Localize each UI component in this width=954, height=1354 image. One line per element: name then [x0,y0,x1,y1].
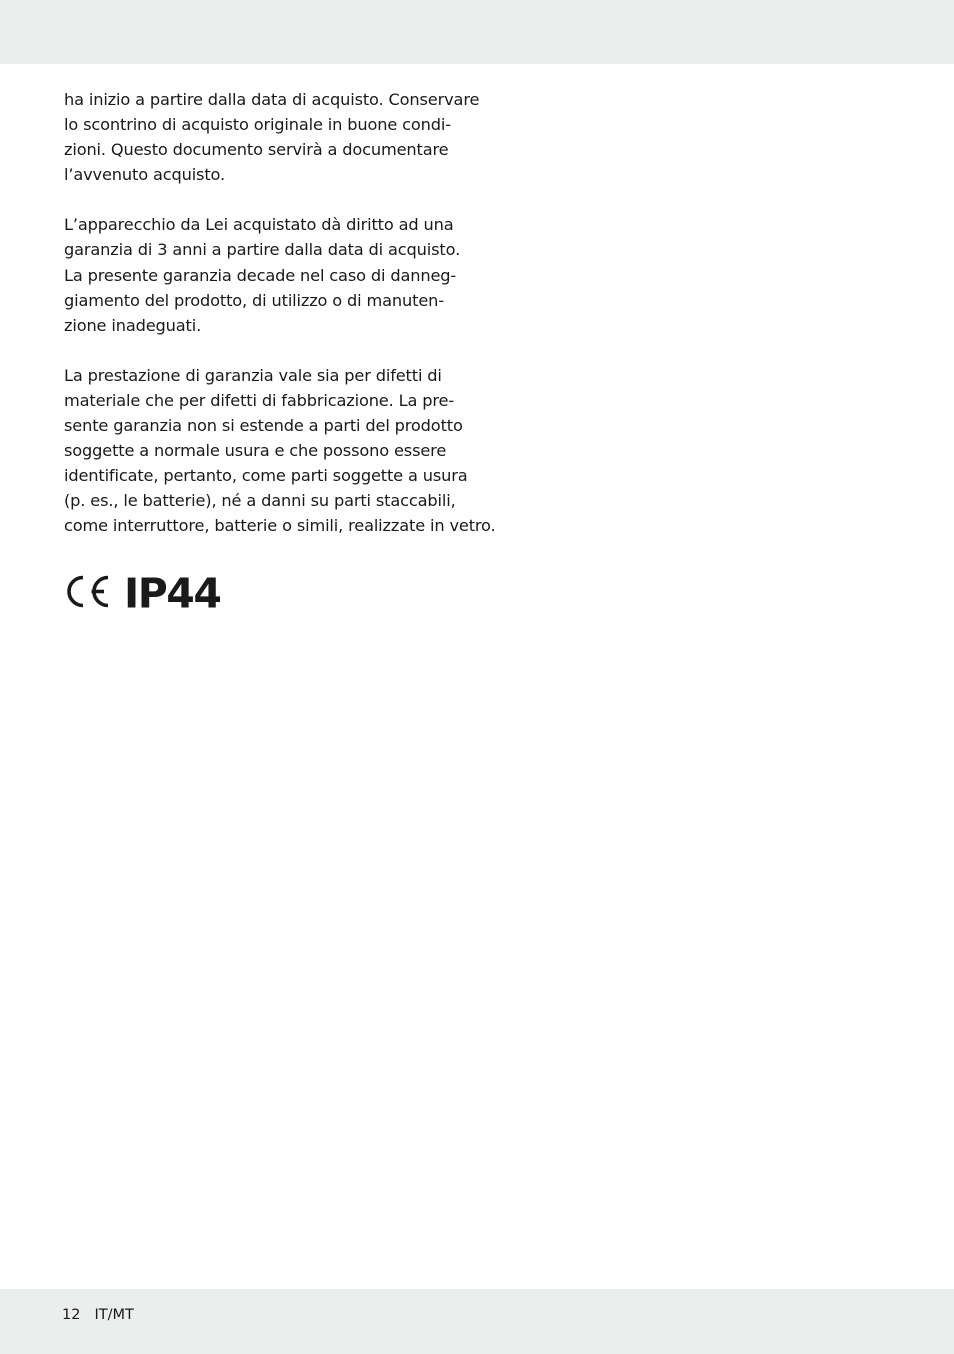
paragraph-purchase-receipt [64,87,480,187]
text-line: lo scontrino di acquisto originale in buone condi- [64,115,451,135]
text-line: materiale che per difetti di fabbricazione. La pre- [64,390,455,410]
text-line: identificate, pertanto, come parti soggette a usura [64,466,468,486]
ip-rating-label: IP44 [124,570,221,614]
text-line: ha inizio a partire dalla data di acquisto. Conservare [64,90,480,109]
page-footer [62,1305,134,1325]
paragraph-warranty-scope [64,363,496,539]
text-line: zione inadeguati. [64,315,202,335]
text-line: La prestazione di garanzia vale sia per difetti di [64,365,442,385]
text-line: sente garanzia non si estende a parti del prodotto [64,416,463,436]
ce-mark-icon [69,578,108,606]
footer-band [0,1289,954,1354]
page-number: 12 [62,1307,81,1323]
text-line: giamento del prodotto, di utilizzo o di manuten- [64,290,444,310]
text-line: soggette a normale usura e che possono essere [64,441,447,461]
text-line: (p. es., le batterie), né a danni su parti staccabili, [64,491,456,511]
text-line: l’avvenuto acquisto. [64,165,225,185]
text-line: come interruttore, batterie o simili, realizzate in vetro. [64,516,496,536]
paragraph-warranty-period [64,212,474,337]
text-line: zioni. Questo documento servirà a documentare [64,140,449,160]
text-line: L’apparecchio da Lei acquistato dà diritto ad una [64,215,454,235]
warranty-text [64,87,496,564]
text-line: garanzia di 3 anni a partire dalla data di acquisto. [64,240,461,260]
language-code: IT/MT [94,1307,134,1323]
header-band [0,0,954,64]
certification-marks [64,570,234,614]
text-line: La presente garanzia decade nel caso di danneg- [64,265,457,285]
